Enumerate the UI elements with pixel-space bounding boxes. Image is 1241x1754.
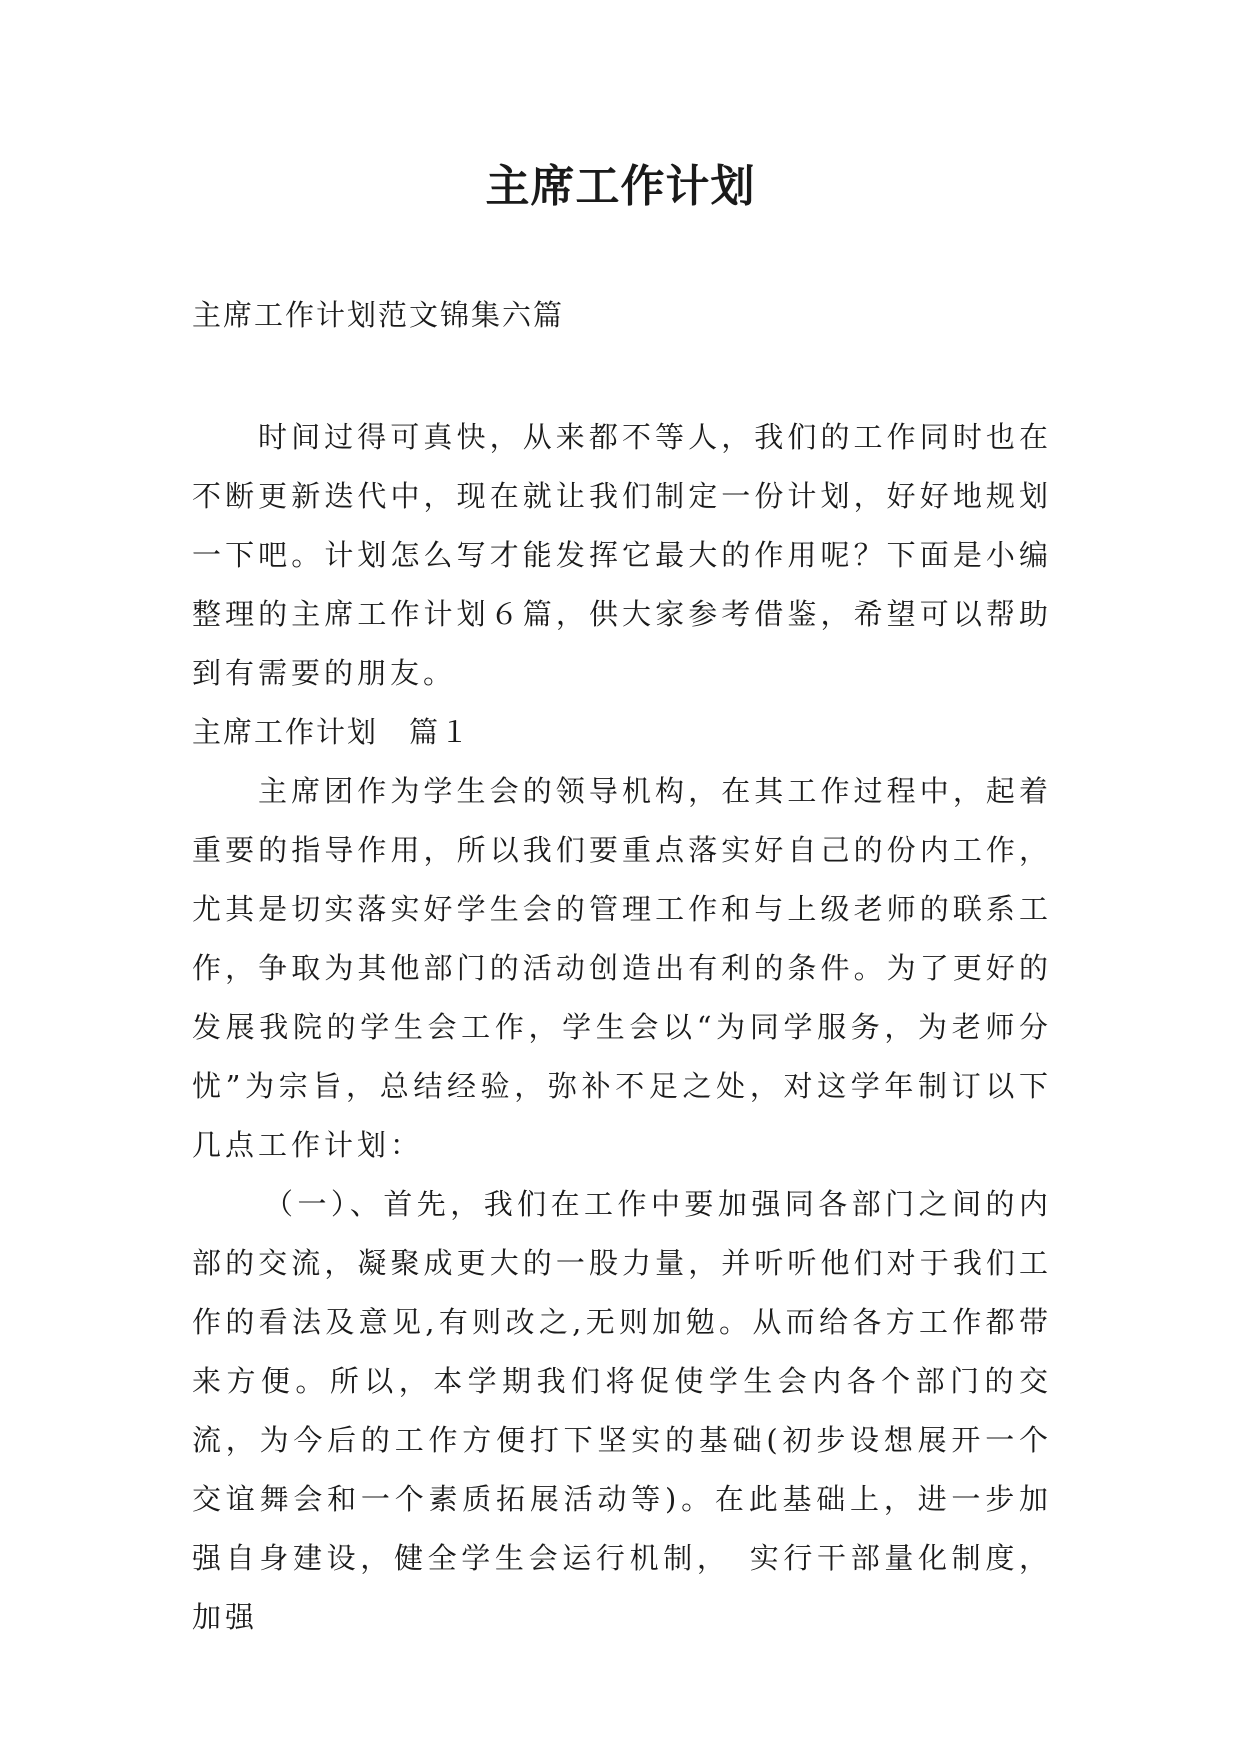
- intro-paragraph: 时间过得可真快，从来都不等人，我们的工作同时也在不断更新迭代中，现在就让我们制定一份计划，好好地规划一下吧。计划怎么写才能发挥它最大的作用呢？下面是小编整理的主席工作计划６篇，供大家参考借鉴，希望可以帮助到有需要的朋友。: [192, 420, 1052, 690]
- document-title: 主席工作计划: [485, 161, 756, 212]
- body-paragraph-list-item: （一）、首先，我们在工作中要加强同各部门之间的内部的交流，凝聚成更大的一股力量，并听听他们对于我们工作的看法及意见,有则改之,无则加勉。从而给各方工作都带来方便。所以，本学期我们将促使学生会内各个部门的交流，为今后的工作方便打下坚实的基础(初步设想展开一个交谊舞会和一个素质拓展活动等)。在此基础上，进一步加强自身建设，健全学生会运行机制， 实行干部量化制度，加强: [192, 1187, 1052, 1634]
- section-heading: 主席工作计划 篇１: [192, 715, 472, 749]
- body-paragraph: 主席团作为学生会的领导机构，在其工作过程中，起着重要的指导作用，所以我们要重点落实好自己的份内工作，尤其是切实落实好学生会的管理工作和与上级老师的联系工作，争取为其他部门的活动创造出有利的条件。为了更好的发展我院的学生会工作，学生会以“为同学服务，为老师分忧”为宗旨，总结经验，弥补不足之处，对这学年制订以下几点工作计划：: [192, 774, 1052, 1162]
- document-body: [192, 408, 1052, 1647]
- document-subtitle: 主席工作计划范文锦集六篇: [192, 298, 565, 332]
